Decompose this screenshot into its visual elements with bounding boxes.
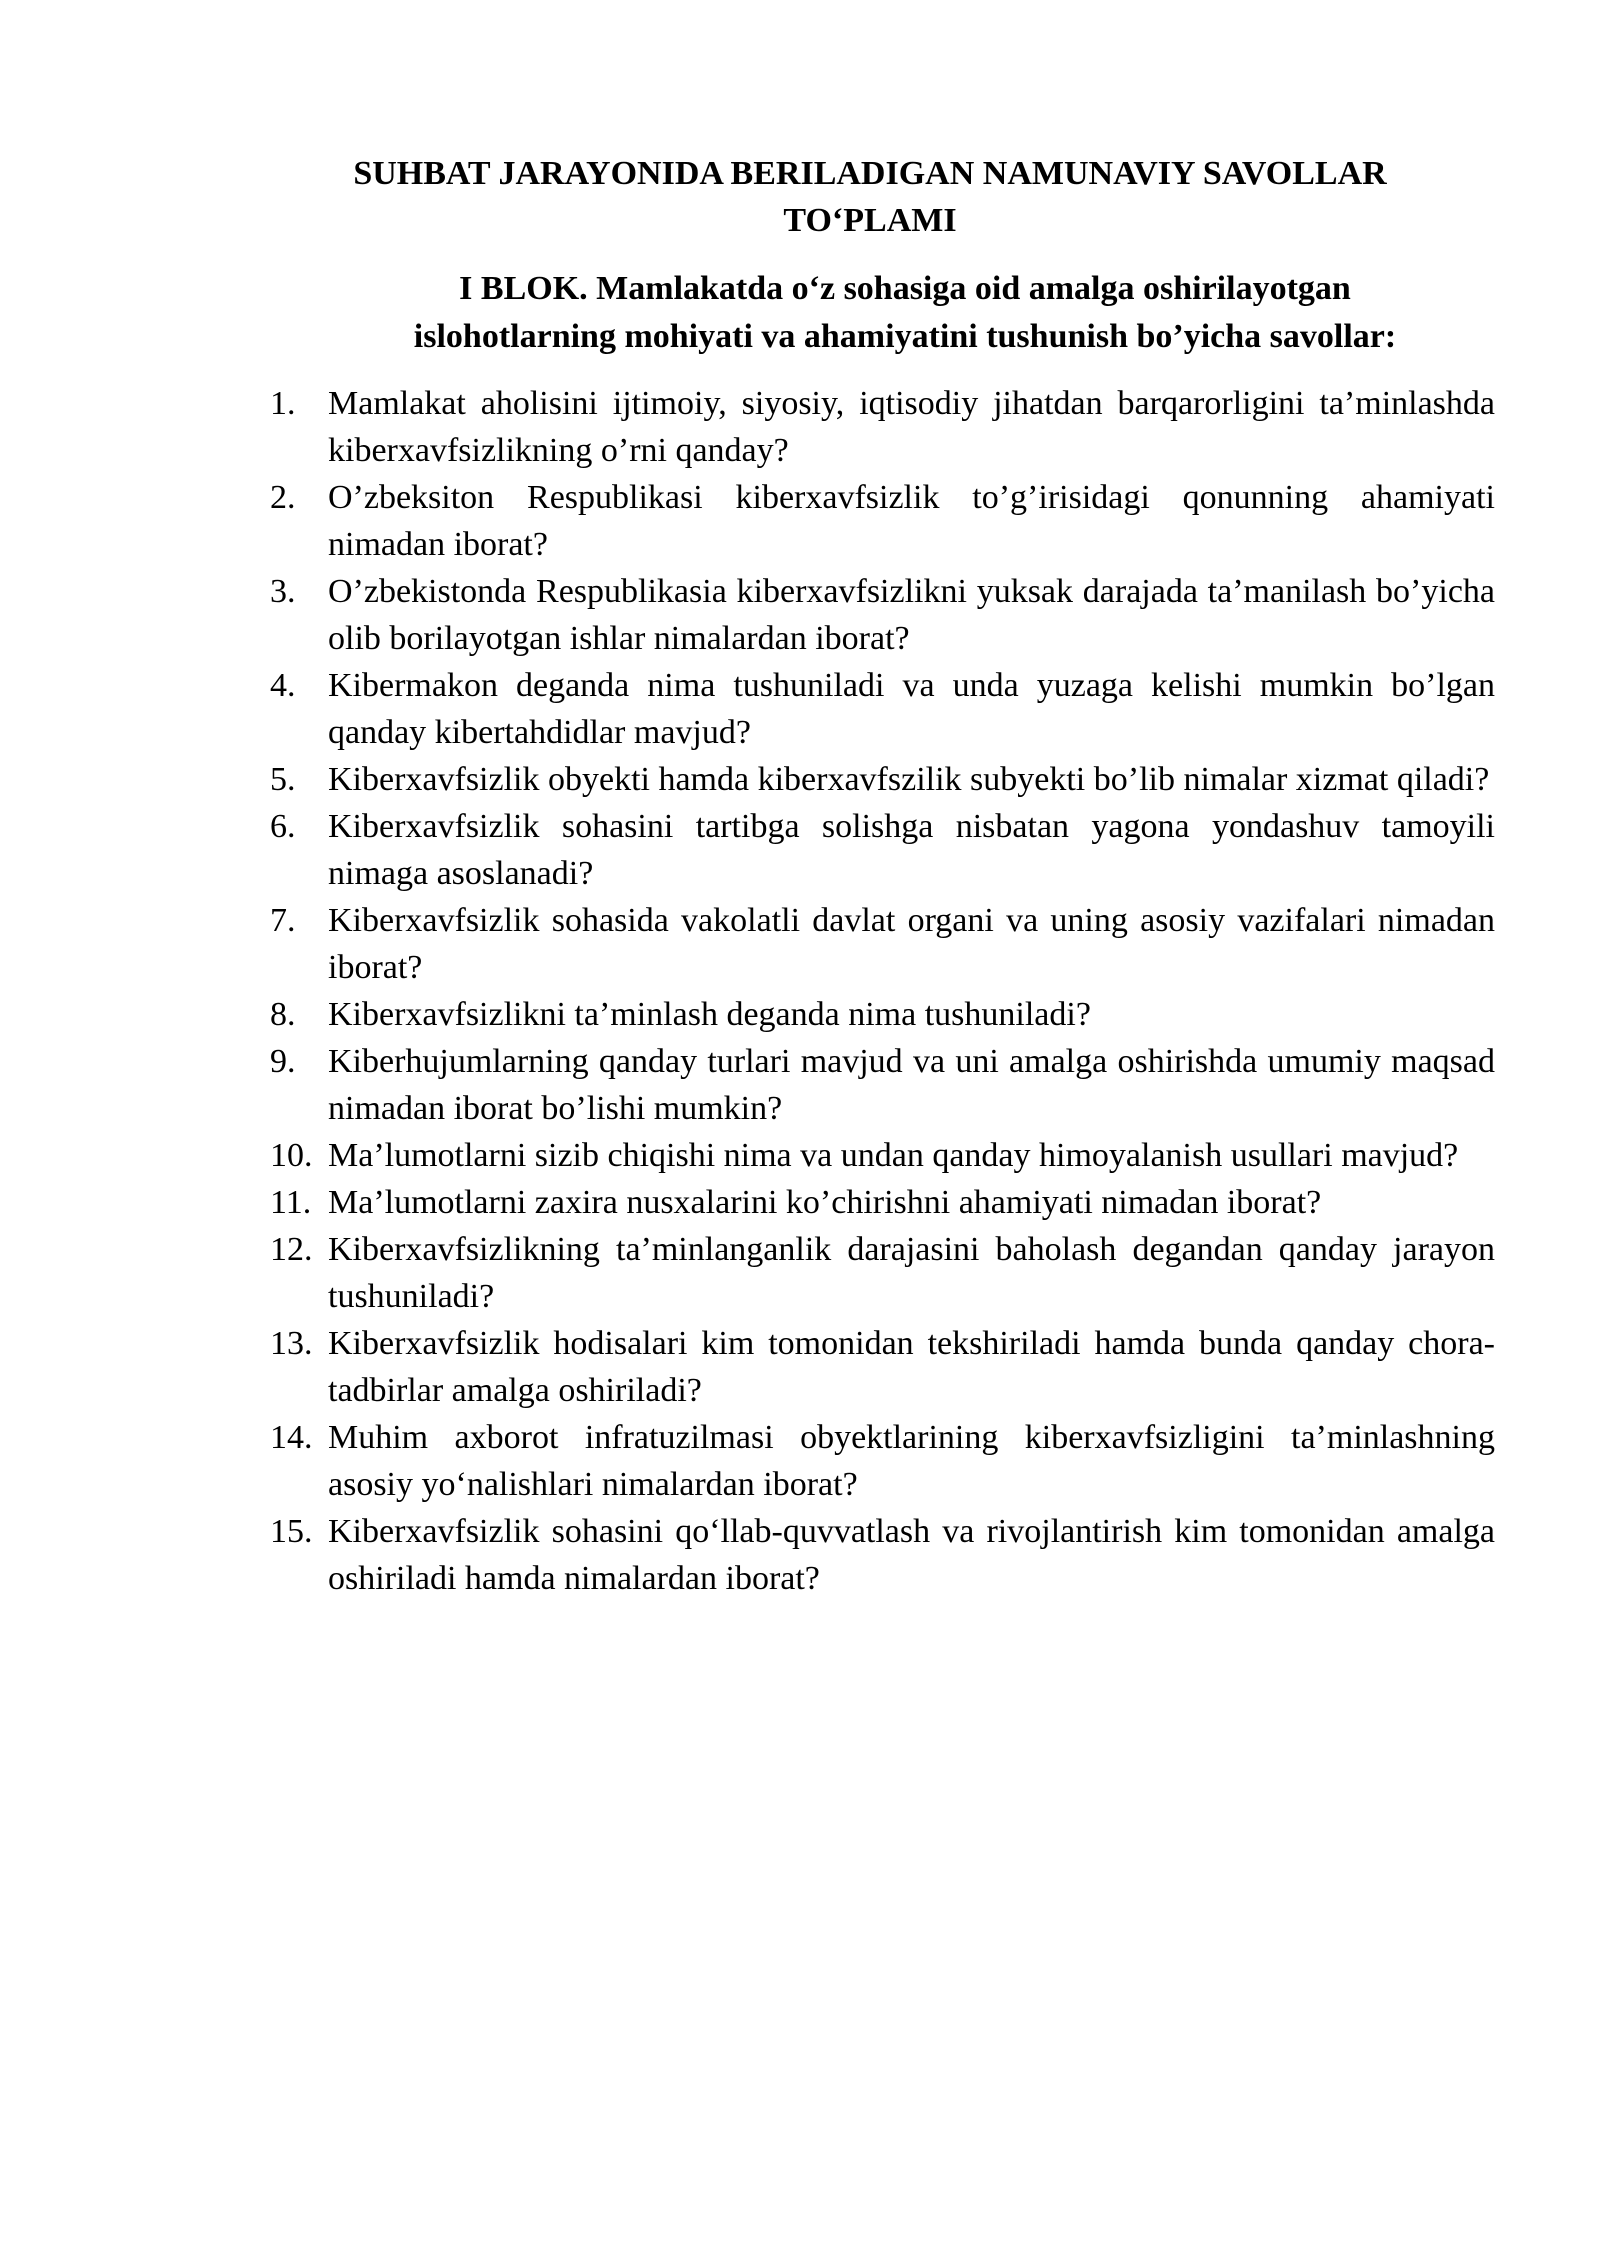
question-text: Kiberxavfsizlikni ta’minlash deganda nima tushuniladi? — [328, 996, 1091, 1033]
list-item — [270, 897, 1495, 991]
document-title — [270, 150, 1470, 244]
question-text: Kiberxavfsizlik sohasini tartibga solishga nisbatan yagona yondashuv tamoyili nimaga asoslanadi? — [328, 808, 1495, 892]
list-item — [270, 1320, 1495, 1414]
list-item — [270, 1132, 1495, 1179]
question-list — [270, 380, 1495, 1602]
list-item — [270, 380, 1495, 474]
question-text: O’zbeksiton Respublikasi kiberxavfsizlik to’g’irisidagi qonunning ahamiyati nimadan iborat? — [328, 479, 1495, 563]
list-item — [270, 474, 1495, 568]
question-text: Kiberxavfsizlik hodisalari kim tomonidan tekshiriladi hamda bunda qanday chora-tadbirlar amalga oshiriladi? — [328, 1325, 1495, 1409]
question-text: Kiberxavfsizlik obyekti hamda kiberxavfszilik subyekti bo’lib nimalar xizmat qiladi? — [328, 761, 1490, 798]
question-text: Mamlakat aholisini ijtimoiy, siyosiy, iqtisodiy jihatdan barqarorligini ta’minlashda kiberxavfsizlikning o’rni qanday? — [328, 385, 1495, 469]
list-item — [270, 991, 1495, 1038]
question-number: 9. — [270, 1043, 296, 1080]
block-heading-line-1: I BLOK. Mamlakatda o‘z sohasiga oid amalga oshirilayotgan — [459, 270, 1351, 307]
list-item — [270, 662, 1495, 756]
block-heading — [330, 265, 1480, 361]
question-text: Muhim axborot infratuzilmasi obyektlarining kiberxavfsizligini ta’minlashning asosiy yo‘nalishlari nimalardan iborat? — [328, 1419, 1495, 1503]
list-item — [270, 1508, 1495, 1602]
question-text: Kibermakon deganda nima tushuniladi va unda yuzaga kelishi mumkin bo’lgan qanday kibertahdidlar mavjud? — [328, 667, 1495, 751]
question-number: 4. — [270, 667, 296, 704]
list-item — [270, 1038, 1495, 1132]
question-text: Ma’lumotlarni sizib chiqishi nima va undan qanday himoyalanish usullari mavjud? — [328, 1137, 1459, 1174]
list-item — [270, 1226, 1495, 1320]
question-number: 6. — [270, 808, 296, 845]
question-text: Kiberhujumlarning qanday turlari mavjud va uni amalga oshirishda umumiy maqsad nimadan iborat bo’lishi mumkin? — [328, 1043, 1495, 1127]
question-number: 7. — [270, 902, 296, 939]
question-text: Ma’lumotlarni zaxira nusxalarini ko’chirishni ahamiyati nimadan iborat? — [328, 1184, 1322, 1221]
question-number: 15. — [270, 1513, 313, 1550]
question-text: Kiberxavfsizlik sohasida vakolatli davlat organi va uning asosiy vazifalari nimadan iborat? — [328, 902, 1495, 986]
list-item — [270, 568, 1495, 662]
question-text: O’zbekistonda Respublikasia kiberxavfsizlikni yuksak darajada ta’manilash bo’yicha olib borilayotgan ishlar nimalardan iborat? — [328, 573, 1495, 657]
question-text: Kiberxavfsizlik sohasini qo‘llab-quvvatlash va rivojlantirish kim tomonidan amalga oshiriladi hamda nimalardan iborat? — [328, 1513, 1495, 1597]
block-heading-line-2: islohotlarning mohiyati va ahamiyatini tushunish bo’yicha savollar: — [413, 318, 1397, 355]
document-title-line-1: SUHBAT JARAYONIDA BERILADIGAN NAMUNAVIY SAVOLLAR — [353, 155, 1387, 192]
question-number: 2. — [270, 479, 296, 516]
question-text: Kiberxavfsizlikning ta’minlanganlik darajasini baholash degandan qanday jarayon tushuniladi? — [328, 1231, 1495, 1315]
question-number: 12. — [270, 1231, 313, 1268]
question-number: 1. — [270, 385, 296, 422]
question-number: 13. — [270, 1325, 313, 1362]
list-item — [270, 1414, 1495, 1508]
question-number: 11. — [270, 1184, 312, 1221]
question-number: 5. — [270, 761, 296, 798]
question-number: 14. — [270, 1419, 313, 1456]
document-title-line-2: TO‘PLAMI — [783, 202, 957, 239]
question-number: 8. — [270, 996, 296, 1033]
list-item — [270, 756, 1508, 803]
question-number: 3. — [270, 573, 296, 610]
question-number: 10. — [270, 1137, 313, 1174]
list-item — [270, 1179, 1495, 1226]
list-item — [270, 803, 1495, 897]
